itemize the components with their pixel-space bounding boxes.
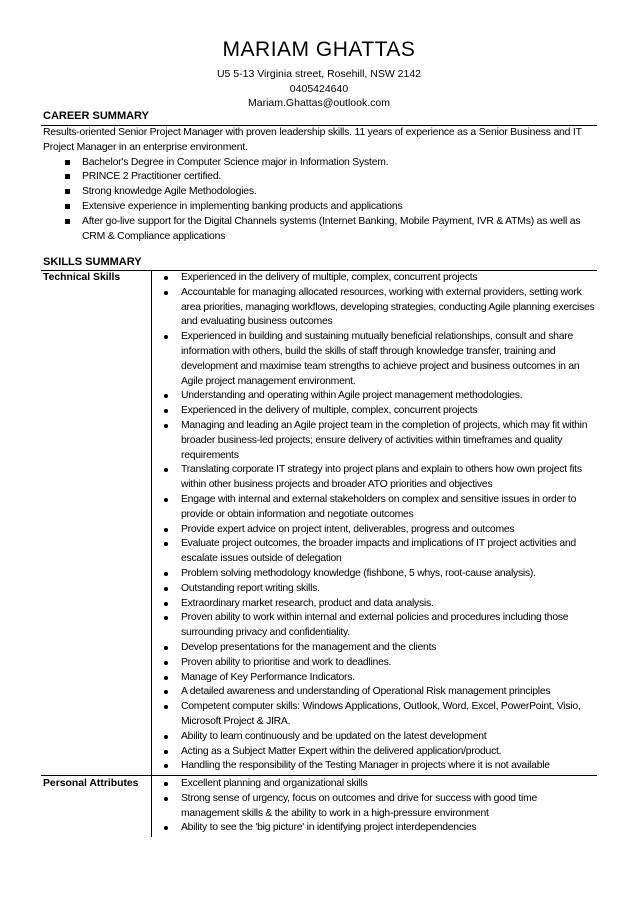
career-item-text: Strong knowledge Agile Methodologies. — [82, 186, 257, 198]
round-bullet-icon — [164, 826, 168, 830]
square-bullet-icon — [65, 174, 70, 179]
technical-skill-item — [152, 523, 597, 538]
phone: 0405424640 — [289, 82, 349, 95]
technical-skill-item-text: Ability to learn continuously and be updated on the latest development — [181, 730, 487, 742]
technical-skill-item-text: Proven ability to prioritise and work to deadlines. — [181, 656, 392, 668]
technical-skill-item — [152, 656, 597, 671]
round-bullet-icon — [164, 587, 168, 591]
technical-skill-item-text: Handling the responsibility of the Testing Manager in projects where it is not available — [181, 760, 550, 772]
technical-skill-item — [152, 271, 597, 286]
round-bullet-icon — [164, 468, 168, 472]
career-item — [65, 170, 599, 185]
round-bullet-icon — [164, 661, 168, 665]
square-bullet-icon — [65, 204, 70, 209]
round-bullet-icon — [164, 335, 168, 339]
technical-skill-item-text: Extraordinary market research, product and data analysis. — [181, 597, 434, 609]
technical-skill-item — [152, 404, 597, 419]
technical-skill-item — [152, 641, 597, 656]
contact-block — [0, 67, 638, 111]
career-item-text: Extensive experience in implementing banking products and applications — [82, 200, 403, 212]
career-summary — [43, 126, 599, 244]
technical-skill-item-text: Managing and leading an Agile project team in the completion of projects, which may fit within broader business-led projects; ensure delivery of activities within timeframes and quality requirements — [181, 419, 588, 461]
round-bullet-icon — [164, 394, 168, 398]
round-bullet-icon — [164, 528, 168, 532]
round-bullet-icon — [164, 750, 168, 754]
technical-skill-item — [152, 567, 597, 582]
career-summary-title: CAREER SUMMARY — [43, 110, 149, 122]
technical-skill-item — [152, 700, 597, 730]
technical-skill-item-text: Provide expert advice on project intent, deliverables, progress and outcomes — [181, 523, 515, 535]
round-bullet-icon — [164, 602, 168, 606]
personal-attributes-label: Personal Attributes — [41, 776, 152, 837]
round-bullet-icon — [164, 542, 168, 546]
technical-skill-item-text: Competent computer skills: Windows Applications, Outlook, Word, Excel, PowerPoint, Visio, Microsoft Project & JIRA. — [181, 701, 581, 727]
technical-skill-item — [152, 463, 597, 493]
candidate-name: MARIAM GHATTAS — [222, 38, 416, 61]
personal-attribute-item-text: Strong sense of urgency, focus on outcomes and drive for success with good time management skills & the ability to work in a high-pressure environment — [181, 792, 538, 819]
career-item — [65, 185, 599, 200]
round-bullet-icon — [164, 498, 168, 502]
skills-summary-title: SKILLS SUMMARY — [43, 256, 142, 268]
square-bullet-icon — [65, 189, 70, 194]
technical-skills-row — [41, 270, 597, 776]
career-item — [65, 215, 599, 245]
round-bullet-icon — [164, 782, 168, 786]
technical-skill-item-text: Accountable for managing allocated resources, working with external providers, setting work area priorities, managing workflows, developing strategies, conducting Agile planning exercises and evaluating business outcomes — [181, 286, 595, 328]
career-item-text: Bachelor's Degree in Computer Science major in Information System. — [82, 156, 389, 168]
technical-skills-label: Technical Skills — [41, 270, 152, 775]
technical-skill-item-text: Acting as a Subject Matter Expert within the delivered application/product. — [181, 745, 502, 757]
career-item — [65, 200, 599, 215]
round-bullet-icon — [164, 276, 168, 280]
personal-attribute-item-text: Excellent planning and organizational skills — [181, 778, 368, 790]
technical-skill-item — [152, 537, 597, 567]
career-item-text: After go-live support for the Digital Channels systems (Internet Banking, Mobile Payment, IVR & ATMs) as well as CRM & Compliance applications — [82, 215, 581, 242]
square-bullet-icon — [65, 160, 70, 165]
round-bullet-icon — [164, 616, 168, 620]
round-bullet-icon — [164, 690, 168, 694]
career-list — [43, 156, 599, 245]
technical-skill-item-text: Problem solving methodology knowledge (fishbone, 5 whys, root-cause analysis). — [181, 567, 536, 579]
career-item-text: PRINCE 2 Practitioner certified. — [82, 171, 222, 183]
personal-attribute-item — [152, 777, 597, 792]
technical-skill-item-text: Develop presentations for the management and the clients — [181, 641, 437, 653]
round-bullet-icon — [164, 705, 168, 709]
technical-skill-item — [152, 730, 597, 745]
personal-attributes-list — [152, 776, 597, 837]
technical-skills-list — [152, 270, 597, 775]
technical-skill-item — [152, 389, 597, 404]
personal-attribute-item-text: Ability to see the 'big picture' in identifying project interdependencies — [181, 822, 477, 834]
personal-attribute-item — [152, 821, 597, 836]
email: Mariam.Ghattas@outlook.com — [248, 97, 390, 109]
technical-skill-item — [152, 493, 597, 523]
technical-skill-item — [152, 671, 597, 686]
technical-skill-item — [152, 419, 597, 463]
round-bullet-icon — [164, 797, 168, 801]
round-bullet-icon — [164, 409, 168, 413]
technical-skill-item-text: Experienced in building and sustaining mutually beneficial relationships, consult and share information with others, build the skills of staff through knowledge transfer, training and development and maximise team strengths to achieve project and business outcomes in an Agile project management environment. — [181, 331, 580, 387]
technical-skill-item-text: Outstanding report writing skills. — [181, 582, 320, 594]
technical-skill-item-text: Engage with internal and external stakeholders on complex and sensitive issues in order to provide or obtain information and negotiate outcomes — [181, 493, 577, 520]
technical-skill-item — [152, 286, 597, 330]
technical-skill-item — [152, 611, 597, 641]
skills-table — [41, 270, 597, 837]
technical-skill-item-text: Translating corporate IT strategy into project plans and explain to others how own project fits within other business projects and broader ATO priorities and objectives — [181, 464, 582, 491]
round-bullet-icon — [164, 572, 168, 576]
technical-skill-item — [152, 330, 597, 389]
address: U5 5-13 Virginia street, Rosehill, NSW 2142 — [216, 68, 422, 80]
technical-skill-item-text: Experienced in the delivery of multiple, complex, concurrent projects — [181, 272, 478, 283]
round-bullet-icon — [164, 764, 168, 768]
technical-skill-item — [152, 745, 597, 760]
technical-skill-item-text: A detailed awareness and understanding of Operational Risk management principles — [181, 686, 551, 698]
personal-attribute-item — [152, 792, 597, 822]
technical-skill-item — [152, 685, 597, 700]
personal-attributes-row — [41, 776, 597, 837]
round-bullet-icon — [164, 424, 168, 428]
technical-skill-item-text: Experienced in the delivery of multiple, complex, concurrent projects — [181, 405, 478, 417]
technical-skill-item-text: Evaluate project outcomes, the broader impacts and implications of IT project activities and escalate issues outside of delegation — [181, 538, 576, 565]
technical-skill-item — [152, 759, 597, 774]
technical-skill-item — [152, 582, 597, 597]
round-bullet-icon — [164, 291, 168, 295]
career-intro: Results-oriented Senior Project Manager with proven leadership skills. 11 years of experience as a Senior Business and IT Project Manager in an enterprise environment. — [43, 127, 582, 153]
round-bullet-icon — [164, 676, 168, 680]
technical-skill-item-text: Understanding and operating within Agile project management methodologies. — [181, 390, 523, 402]
technical-skill-item-text: Proven ability to work within internal and external policies and procedures including those surrounding privacy and confidentiality. — [181, 612, 569, 639]
career-item — [65, 156, 599, 171]
square-bullet-icon — [65, 219, 70, 224]
technical-skill-item — [152, 597, 597, 612]
technical-skill-item-text: Manage of Key Performance Indicators. — [181, 671, 355, 683]
round-bullet-icon — [164, 735, 168, 739]
round-bullet-icon — [164, 646, 168, 650]
